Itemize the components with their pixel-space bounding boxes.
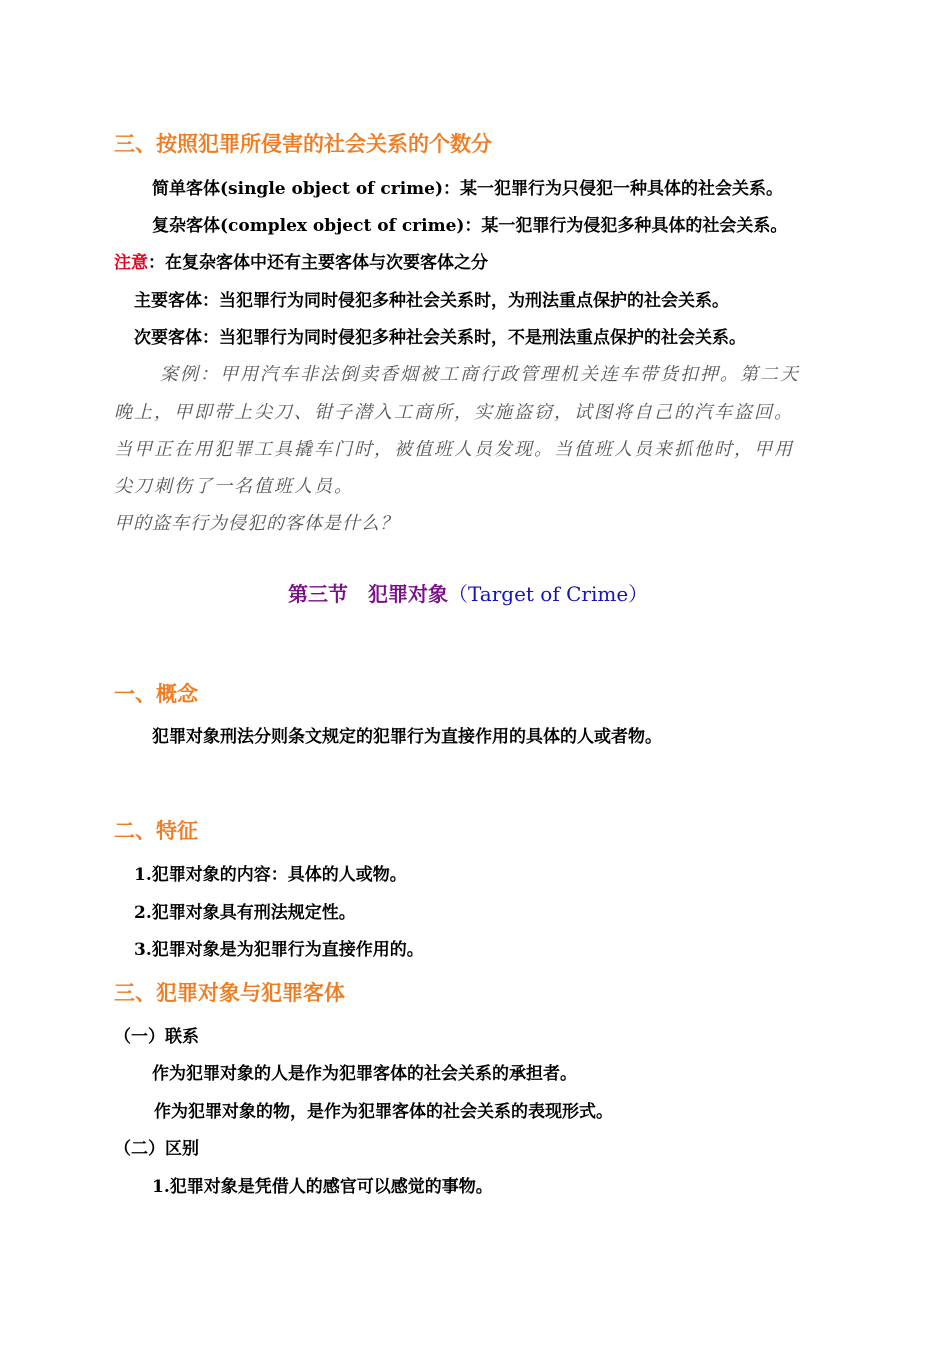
features-heading: 二、特征: [114, 818, 198, 843]
note-text: ：在复杂客体中还有主要客体与次要客体之分: [148, 253, 488, 273]
link-text-1: 作为犯罪对象的人是作为犯罪客体的社会关系的承担者。: [152, 1064, 577, 1084]
secondary-object-definition: 次要客体：当犯罪行为同时侵犯多种社会关系时，不是刑法重点保护的社会关系。: [134, 328, 746, 348]
difference-subheading: （二）区别: [114, 1139, 199, 1159]
concept-heading: 一、概念: [114, 681, 198, 706]
concept-text: 犯罪对象刑法分则条文规定的犯罪行为直接作用的具体的人或者物。: [152, 727, 662, 747]
heading-by-number-of-relations: 三、按照犯罪所侵害的社会关系的个数分: [114, 131, 492, 156]
link-subheading: （一）联系: [114, 1027, 199, 1047]
case-question: 甲的盗车行为侵犯的客体是什么？: [114, 513, 399, 534]
feature-item: 3.犯罪对象是为犯罪行为直接作用的。: [134, 940, 424, 960]
note-label: 注意: [114, 253, 148, 273]
feature-item: 1.犯罪对象的内容：具体的人或物。: [134, 865, 407, 885]
case-line-4: 尖刀刺伤了一名值班人员。: [114, 476, 354, 497]
feature-item: 2.犯罪对象具有刑法规定性。: [134, 903, 356, 923]
section-title-en: （Target of Crime）: [448, 582, 649, 606]
link-text-2: 作为犯罪对象的物，是作为犯罪客体的社会关系的表现形式。: [154, 1102, 613, 1122]
case-line-2: 晚上，甲即带上尖刀、钳子潜入工商所，实施盗窃，试图将自己的汽车盗回。: [114, 402, 794, 423]
case-line-3: 当甲正在用犯罪工具撬车门时，被值班人员发现。当值班人员来抓他时，甲用: [114, 439, 794, 460]
case-line-1: 案例：甲用汽车非法倒卖香烟被工商行政管理机关连车带货扣押。第二天: [160, 364, 800, 385]
complex-object-definition: 复杂客体(complex object of crime)：某一犯罪行为侵犯多种具体的社会关系。: [152, 216, 788, 236]
section-title: [288, 578, 648, 607]
note-line: [114, 248, 488, 273]
primary-object-definition: 主要客体：当犯罪行为同时侵犯多种社会关系时，为刑法重点保护的社会关系。: [134, 291, 729, 311]
section-title-zh: 第三节 犯罪对象: [288, 582, 448, 606]
relation-heading: 三、犯罪对象与犯罪客体: [114, 980, 345, 1005]
simple-object-definition: 简单客体(single object of crime)：某一犯罪行为只侵犯一种具体的社会关系。: [152, 179, 784, 199]
difference-item-1: 1.犯罪对象是凭借人的感官可以感觉的事物。: [152, 1177, 493, 1197]
